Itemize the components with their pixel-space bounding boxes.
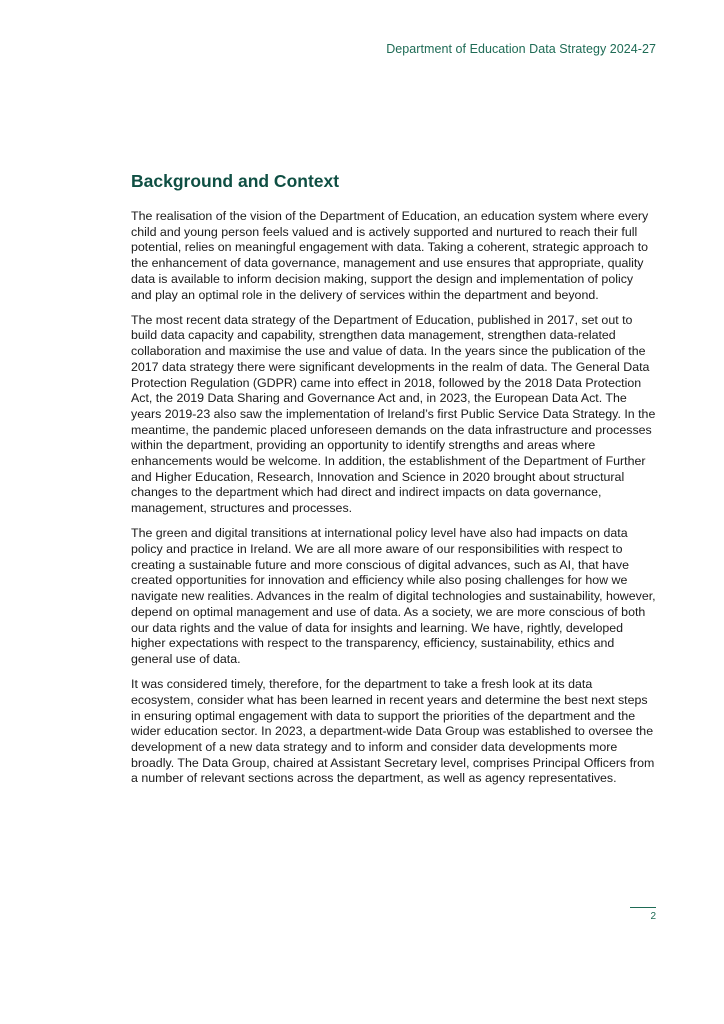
body-paragraph: The green and digital transitions at international policy level have also had impacts on data policy and practice in Ireland. We are all more aware of our responsibilities with respect to creating a sustainable future and more conscious of digital advances, such as AI, that have created opportunities for innovation and efficiency while also posing challenges for how we navigate new realities. Advances in the realm of digital technologies and sustainability, however, depend on optimal management and use of data. As a society, we are more conscious of both our data rights and the value of data for insights and learning. We have, rightly, developed higher expectations with respect to the transparency, efficiency, sustainability, ethics and general use of data.	[131, 526, 656, 666]
page-number: 2	[650, 911, 656, 922]
main-content	[131, 170, 657, 797]
footer-rule	[630, 907, 656, 908]
body-paragraph: The most recent data strategy of the Department of Education, published in 2017, set out to build data capacity and capability, strengthen data management, strengthen data-related collaboration and maximise the use and value of data. In the years since the publication of the 2017 data strategy there were significant developments in the realm of data. The General Data Protection Regulation (GDPR) came into effect in 2018, followed by the 2018 Data Protection Act, the 2019 Data Sharing and Governance Act and, in 2023, the European Data Act. The years 2019-23 also saw the implementation of Ireland’s first Public Service Data Strategy. In the meantime, the pandemic placed unforeseen demands on the data infrastructure and processes within the department, providing an opportunity to identify strengths and areas where enhancements would be welcome. In addition, the establishment of the Department of Further and Higher Education, Research, Innovation and Science in 2020 brought about structural changes to the department which had direct and indirect impacts on data governance, management, structures and processes.	[131, 312, 656, 516]
page-footer	[630, 907, 656, 922]
section-title: Background and Context	[131, 171, 340, 191]
body-paragraph: It was considered timely, therefore, for the department to take a fresh look at its data ecosystem, consider what has been learned in recent years and determine the best next steps in ensuring optimal engagement with data to support the priorities of the department and the wider education sector. In 2023, a department-wide Data Group was established to oversee the development of a new data strategy and to inform and consider data developments more broadly. The Data Group, chaired at Assistant Secretary level, comprises Principal Officers from a number of relevant sections across the department, as well as agency representatives.	[131, 677, 655, 786]
body-paragraph: The realisation of the vision of the Department of Education, an education system where every child and young person feels valued and is actively supported and nurtured to reach their full potential, relies on meaningful engagement with data. Taking a coherent, strategic approach to the enhancement of data governance, management and use ensures that appropriate, quality data is available to inform decision making, support the design and implementation of policy and play an optimal role in the delivery of services within the department and beyond.	[131, 209, 649, 302]
running-header: Department of Education Data Strategy 2024-27	[386, 42, 656, 56]
